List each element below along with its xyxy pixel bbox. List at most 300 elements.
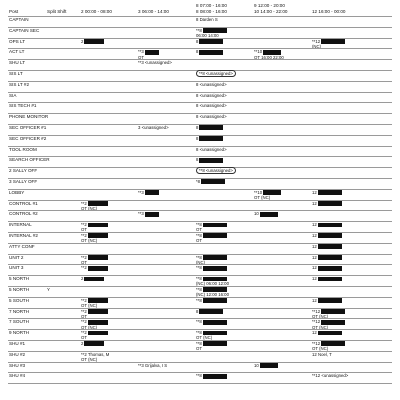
shift-3-cell: [138, 363, 167, 368]
officer-assignment: [196, 373, 227, 378]
officer-assignment: [196, 49, 223, 54]
redaction-bar: [199, 136, 223, 141]
officer-assignment: [196, 17, 218, 22]
assignment-text: **3 Grijalva, I S: [138, 362, 168, 368]
assignment-text: (NC) 06:00 12:00: [196, 281, 229, 287]
assignment-text: **8 <unassigned>: [196, 70, 236, 77]
officer-assignment: [312, 373, 348, 378]
assignment-text: **2: [81, 297, 87, 303]
officer-assignment: [138, 363, 167, 368]
redaction-bar: [203, 320, 227, 325]
shift-8-cell: [196, 82, 227, 87]
shift-2-cell: [81, 298, 108, 308]
assignment-text: 12 Noel, T: [312, 351, 332, 357]
shift-2-cell: [81, 255, 108, 265]
roster-row: [0, 233, 400, 243]
shift-8-cell: [196, 309, 223, 314]
officer-assignment: [196, 319, 227, 324]
assignment-text: 10: [254, 211, 259, 217]
post-name: SEARCH OFFICER: [9, 157, 50, 163]
assignment-text: **8: [196, 254, 202, 260]
shift-8-cell: [196, 71, 236, 76]
shift-8-cell: [196, 39, 223, 44]
shift-3-cell: [138, 211, 159, 216]
shift-8-cell: [196, 28, 227, 38]
officer-assignment: [196, 125, 223, 130]
shift-2-cell: [81, 265, 108, 270]
officer-assignment: [196, 71, 236, 76]
header-shift-10: 10 14:00 - 22:00: [254, 9, 288, 14]
redaction-bar: [318, 244, 342, 249]
assignment-text: 8: [196, 308, 199, 314]
header-shift-3: 3 06:00 - 14:00: [138, 9, 169, 14]
roster-row: [0, 341, 400, 351]
assignment-text: **8: [196, 373, 202, 379]
post-name: PHONE MONITOR: [9, 114, 49, 120]
shift-8-cell: [196, 49, 223, 54]
redaction-bar: [199, 309, 223, 314]
shift-12-cell: [312, 330, 342, 335]
assignment-text: OT (NC): [254, 195, 271, 201]
header-shift-12: 12 16:00 - 00:00: [312, 9, 346, 14]
roster-row: [0, 309, 400, 319]
assignment-text: **12 <unassigned>: [312, 373, 349, 379]
shift-8-cell: [196, 373, 227, 378]
officer-assignment: [196, 136, 223, 141]
assignment-text: **12: [312, 319, 321, 325]
redaction-bar: [199, 50, 223, 55]
assignment-text: 8: [196, 125, 199, 130]
officer-assignment: [196, 265, 227, 270]
post-name: SHU #3: [9, 362, 26, 368]
post-name: CONTROL #1: [9, 200, 38, 206]
shift-3-cell: [138, 125, 169, 130]
redaction-bar: [318, 201, 342, 206]
shift-12-cell: [312, 352, 332, 357]
roster-row: [0, 211, 400, 221]
shift-12-cell: [312, 190, 342, 195]
roster-row: [0, 201, 400, 211]
post-name: SIA: [9, 92, 17, 98]
shift-12-cell: [312, 298, 342, 303]
shift-12-cell: [312, 39, 345, 49]
shift-8-cell: [196, 103, 227, 108]
assignment-text: **2: [81, 330, 87, 336]
roster-row: [0, 190, 400, 200]
post-name: TOOL ROOM: [9, 146, 37, 152]
officer-assignment: [196, 179, 225, 184]
roster-row: [0, 330, 400, 340]
assignment-text: **2: [81, 308, 87, 314]
shift-12-cell: [312, 309, 345, 319]
shift-2-cell: [81, 276, 104, 281]
roster-row: [0, 39, 400, 49]
assignment-text: 12: [312, 297, 317, 303]
header-shift-9: 9 12:00 - 20:00: [254, 3, 285, 8]
assignment-text: OT: [81, 227, 87, 233]
officer-assignment: [312, 244, 342, 249]
post-name: OPS LT: [9, 38, 25, 44]
officer-assignment: [312, 255, 342, 260]
shift-8-cell: [196, 147, 227, 152]
post-name: 7 NORTH: [9, 308, 30, 314]
assignment-text: 8: [196, 135, 199, 141]
officer-assignment: [196, 147, 227, 152]
post-name: 7 SOUTH: [9, 319, 29, 325]
assignment-text: **12: [312, 341, 321, 346]
redaction-bar: [203, 341, 227, 346]
roster-row: [0, 287, 400, 297]
shift-3-cell: [138, 49, 159, 59]
assignment-text: 8 <unassigned>: [196, 103, 227, 109]
assignment-text: 06:00 14:00: [196, 33, 219, 39]
assignment-text: 12: [312, 254, 317, 260]
officer-assignment: [196, 157, 223, 162]
redaction-bar: [199, 158, 223, 163]
post-name: SEC OFFICER #2: [9, 135, 47, 141]
assignment-text: OT (NC): [81, 303, 98, 309]
shift-12-cell: [312, 222, 342, 227]
officer-assignment: [196, 114, 227, 119]
assignment-text: **12: [312, 308, 321, 314]
header-shift-8a: 8 07:00 - 16:00: [196, 3, 227, 8]
assignment-text: **8 <unassigned>: [196, 167, 236, 174]
officer-assignment: [196, 298, 227, 303]
redaction-bar: [203, 374, 227, 379]
redaction-bar: [145, 212, 159, 217]
roster-row: [0, 179, 400, 189]
redaction-bar: [203, 255, 227, 260]
redaction-bar: [318, 190, 342, 195]
officer-assignment: [196, 168, 236, 173]
shift-3-cell: [138, 60, 172, 65]
shift-8-cell: [196, 330, 227, 340]
post-name: ACT LT: [9, 49, 25, 55]
officer-assignment: [81, 265, 108, 270]
officer-assignment: [254, 211, 278, 216]
header-shift-8b: 8 08:00 - 16:00: [196, 9, 227, 14]
roster-row: [0, 373, 400, 383]
officer-assignment: [81, 276, 104, 281]
officer-assignment: [196, 93, 227, 98]
assignment-text: OT 16:00 22:00: [254, 54, 284, 60]
assignment-text: **8: [196, 222, 202, 228]
assignment-text: 2: [81, 38, 84, 44]
roster-row: [0, 82, 400, 92]
assignment-text: OT (NC): [81, 356, 98, 362]
assignment-text: 8 <unassigned>: [196, 81, 227, 87]
shift-10-cell: [254, 363, 278, 368]
officer-assignment: [138, 60, 172, 65]
post-name: SHU #1: [9, 341, 26, 346]
assignment-text: (NC) 12:00 16:00: [196, 292, 229, 298]
roster-row: [0, 265, 400, 275]
shift-8-cell: [196, 157, 223, 162]
assignment-text: **2: [81, 233, 87, 238]
roster-row: [0, 363, 400, 373]
roster-row: [0, 71, 400, 81]
assignment-text: OT (NC): [81, 205, 98, 211]
shift-12-cell: [312, 244, 342, 249]
assignment-text: OT (NC): [312, 324, 329, 330]
assignment-text: OT: [138, 54, 144, 60]
assignment-text: **8: [196, 233, 202, 238]
shift-8-cell: [196, 276, 229, 286]
assignment-text: **2: [81, 222, 87, 228]
roster-row: [0, 319, 400, 329]
shift-2-cell: [81, 352, 109, 362]
header-shift-2: 2 00:00 - 08:00: [81, 9, 112, 14]
assignment-text: **8: [196, 297, 202, 303]
redaction-bar: [88, 331, 108, 336]
assignment-text: 12: [312, 265, 317, 271]
assignment-text: 2: [81, 341, 84, 346]
roster-row: [0, 298, 400, 308]
assignment-text: 12: [312, 330, 317, 336]
officer-assignment: [312, 233, 342, 238]
post-name: 3 SALLY OFF: [9, 179, 38, 184]
officer-assignment: [81, 341, 104, 346]
header-post: Post: [9, 9, 19, 14]
post-name: SIS TECH #1: [9, 103, 37, 109]
redaction-bar: [88, 266, 108, 271]
shift-2-cell: [81, 341, 104, 346]
shift-10-cell: [254, 49, 284, 59]
roster-row: [0, 157, 400, 167]
assignment-text: **3: [138, 49, 144, 55]
shift-8-cell: [196, 319, 227, 324]
assignment-text: 10: [254, 362, 259, 368]
shift-12-cell: [312, 233, 342, 238]
redaction-bar: [145, 190, 159, 195]
post-name: 5 SOUTH: [9, 297, 29, 303]
roster-row: [0, 103, 400, 113]
assignment-text: 8 <unassigned>: [196, 114, 227, 120]
roster-row: [0, 49, 400, 59]
officer-assignment: [196, 309, 223, 314]
roster-row: [0, 255, 400, 265]
shift-8-cell: [196, 287, 229, 297]
roster-row: [0, 276, 400, 286]
post-name: UNIT 3: [9, 265, 24, 271]
shift-12-cell: [312, 373, 348, 378]
roster-row: [0, 147, 400, 157]
assignment-text: **10: [254, 49, 263, 55]
redaction-bar: [201, 179, 225, 184]
shift-2-cell: [81, 39, 104, 44]
redaction-bar: [88, 223, 108, 228]
post-name: 9 NORTH: [9, 330, 30, 336]
officer-assignment: [312, 352, 332, 357]
assignment-text: **2: [81, 254, 87, 260]
roster-row: [0, 222, 400, 232]
redaction-bar: [318, 331, 342, 336]
assignment-text: *8: [196, 179, 201, 184]
assignment-text: OT: [196, 227, 202, 233]
shift-12-cell: [312, 319, 345, 329]
roster-row: [0, 93, 400, 103]
row-divider: [8, 383, 392, 384]
shift-8-cell: [196, 93, 227, 98]
assignment-text: 8 Darden S: [196, 17, 218, 22]
officer-assignment: [312, 330, 342, 335]
shift-10-cell: [254, 211, 278, 216]
redaction-bar: [203, 233, 227, 238]
post-name: CONTROL #2: [9, 211, 38, 217]
officer-assignment: [138, 190, 159, 195]
roster-row: [0, 352, 400, 362]
roster-row: [0, 244, 400, 254]
redaction-bar: [318, 255, 342, 260]
officer-assignment: [312, 201, 342, 206]
officer-assignment: [312, 265, 342, 270]
assignment-text: **3: [138, 189, 144, 195]
assignment-text: 8: [196, 38, 199, 44]
redaction-bar: [88, 255, 108, 260]
post-name: LOBBY: [9, 189, 25, 195]
assignment-text: OT (NC): [81, 238, 98, 244]
shift-12-cell: [312, 276, 342, 281]
assignment-text: **8: [196, 319, 202, 325]
redaction-bar: [260, 212, 278, 217]
post-name: ATTY CONF: [9, 243, 35, 249]
assignment-text: OT: [81, 335, 87, 341]
shift-8-cell: [196, 222, 227, 232]
shift-8-cell: [196, 125, 223, 130]
roster-row: [0, 125, 400, 135]
shift-2-cell: [81, 330, 108, 340]
officer-assignment: [312, 222, 342, 227]
officer-assignment: [312, 276, 342, 281]
shift-12-cell: [312, 255, 342, 260]
post-name: 5 NORTH: [9, 276, 30, 282]
assignment-text: 2: [81, 276, 84, 282]
redaction-bar: [318, 233, 342, 238]
shift-2-cell: [81, 233, 108, 243]
header-split-shift: Split Shift: [47, 9, 67, 14]
post-name: SIS LT #2: [9, 81, 30, 87]
shift-10-cell: [254, 190, 281, 200]
shift-12-cell: [312, 265, 342, 270]
assignment-text: **8: [196, 287, 202, 292]
assignment-text: OT (NC): [196, 335, 213, 341]
roster-row: [0, 60, 400, 70]
assignment-text: **12: [312, 38, 321, 44]
assignment-text: 3 <unassigned>: [138, 125, 169, 130]
assignment-text: **3: [138, 211, 144, 217]
officer-assignment: [81, 39, 104, 44]
officer-assignment: [138, 125, 169, 130]
assignment-text: 8: [196, 49, 199, 55]
post-name: 2 SALLY OFF: [9, 168, 38, 174]
shift-12-cell: [312, 341, 345, 351]
officer-assignment: [138, 211, 159, 216]
assignment-text: **2: [81, 200, 87, 206]
assignment-text: (NC): [196, 259, 206, 265]
assignment-text: **2 Thomas, M: [81, 351, 110, 357]
post-name: CAPTAIN SEC: [9, 27, 40, 33]
redaction-bar: [318, 223, 342, 228]
shift-3-cell: [138, 190, 159, 195]
redaction-bar: [84, 341, 104, 346]
shift-8-cell: [196, 168, 236, 173]
assignment-text: OT: [81, 313, 87, 319]
shift-12-cell: [312, 201, 342, 206]
assignment-text: OT (NC): [312, 346, 329, 352]
roster-row: [0, 17, 400, 27]
redaction-bar: [321, 39, 345, 44]
assignment-text: **10: [254, 189, 263, 195]
shift-8-cell: [196, 298, 227, 303]
shift-8-cell: [196, 233, 227, 243]
shift-8-cell: [196, 341, 227, 351]
assignment-text: OT (NC): [81, 324, 98, 330]
roster-row: [0, 136, 400, 146]
officer-assignment: [196, 103, 227, 108]
post-name: UNIT 2: [9, 254, 24, 260]
officer-assignment: [312, 190, 342, 195]
assignment-text: **2: [81, 265, 87, 271]
redaction-bar: [145, 50, 159, 55]
post-name: SIS LT: [9, 71, 23, 76]
redaction-bar: [88, 309, 108, 314]
redaction-bar: [318, 298, 342, 303]
redaction-bar: [260, 363, 278, 368]
shift-2-cell: [81, 222, 108, 232]
split-shift-cell: Y: [47, 287, 50, 292]
assignment-text: OT: [81, 259, 87, 265]
roster-row: [0, 28, 400, 38]
roster-row: [0, 168, 400, 178]
shift-8-cell: [196, 255, 227, 265]
assignment-text: 12: [312, 189, 317, 195]
post-name: 5 NORTH: [9, 287, 30, 292]
assignment-text: **8: [196, 27, 202, 33]
post-name: SHU LT: [9, 60, 25, 66]
assignment-text: 8: [196, 157, 199, 163]
shift-8-cell: [196, 17, 218, 22]
post-name: INTERNAL: [9, 222, 32, 228]
assignment-text: 12: [312, 233, 317, 238]
assignment-text: **8: [196, 330, 202, 336]
assignment-text: 12: [312, 200, 317, 206]
redaction-bar: [84, 39, 104, 44]
shift-2-cell: [81, 309, 108, 319]
officer-assignment: [196, 39, 223, 44]
shift-8-cell: [196, 265, 227, 270]
redaction-bar: [318, 266, 342, 271]
assignment-text: **8: [196, 341, 202, 346]
redaction-bar: [199, 39, 223, 44]
assignment-text: OT: [196, 346, 202, 352]
redaction-bar: [318, 277, 342, 282]
assignment-text: **8: [196, 265, 202, 271]
redaction-bar: [199, 125, 223, 130]
shift-8-cell: [196, 114, 227, 119]
redaction-bar: [84, 277, 104, 282]
assignment-text: 12: [312, 222, 317, 228]
post-name: CAPTAIN: [9, 17, 29, 22]
shift-2-cell: [81, 319, 108, 329]
post-name: INTERNAL #2: [9, 233, 38, 238]
shift-2-cell: [81, 201, 108, 211]
assignment-text: OT: [196, 238, 202, 244]
roster-row: [0, 114, 400, 124]
officer-assignment: [254, 363, 278, 368]
redaction-bar: [203, 266, 227, 271]
officer-assignment: [196, 82, 227, 87]
post-name: SHU #2: [9, 351, 26, 357]
